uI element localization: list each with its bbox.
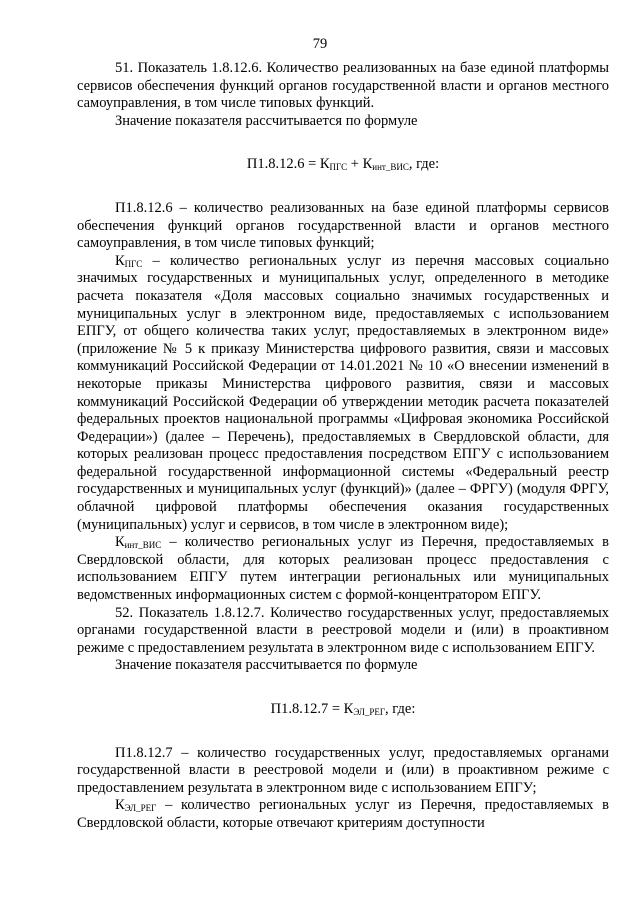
formula-2-sub-el-reg: ЭЛ_РЕГ <box>353 707 386 717</box>
definition-k-int-vis-text: – количество региональных услуг из Перечня, предоставляемых в Свердловской области, для которых реализован процесс предоставления с использованием ЕПГУ путем интеграции региональных или муниципальных ведомственных информационных систем с формой-концентратором ЕПГУ. <box>77 534 609 604</box>
definition-k-el-reg-text: – количество региональных услуг из Перечня, предоставляемых в Свердловской области, которые отвечают критериям доступности <box>77 797 609 831</box>
formula-1-tail: , где: <box>408 156 440 173</box>
formula-2 <box>77 701 609 719</box>
paragraph-indicator-52: 52. Показатель 1.8.12.7. Количество государственных услуг, предоставляемых органами государственной власти в реестровой модели и (или) в проактивном режиме с предоставлением результата в электронном виде с использованием ЕПГУ. <box>77 604 609 656</box>
formula-1 <box>77 156 609 174</box>
spacer <box>77 675 609 701</box>
formula-2-lhs: П1.8.12.7 = К <box>270 701 354 717</box>
symbol-sub-pgs: ПГС <box>124 258 143 269</box>
formula-2-tail: , где: <box>385 701 416 717</box>
definition-k-pgs <box>77 253 609 535</box>
symbol-sub-int-vis: инт_ВИС <box>124 540 162 551</box>
spacer <box>77 719 609 745</box>
formula-1-lhs: П1.8.12.6 = К <box>246 156 330 173</box>
document-body <box>77 60 609 833</box>
symbol-sub-el-reg: ЭЛ_РЕГ <box>124 803 157 814</box>
spacer <box>77 174 609 200</box>
formula-1-sub-pgs: ПГС <box>329 162 348 173</box>
definition-p-1-8-12-7: П1.8.12.7 – количество государственных услуг, предоставляемых органами государственной власти в реестровой модели и (или) в проактивном режиме с предоставлением результата в электронном виде с использованием ЕПГУ; <box>77 744 609 796</box>
formula-intro-1: Значение показателя рассчитывается по формуле <box>115 112 418 129</box>
page-number: 79 <box>312 36 328 52</box>
symbol-k: К <box>115 534 125 551</box>
formula-1-mid: + К <box>347 156 373 173</box>
formula-intro-2: Значение показателя рассчитывается по формуле <box>115 657 418 674</box>
paragraph-indicator-51: 51. Показатель 1.8.12.6. Количество реализованных на базе единой платформы сервисов обеспечения функций органов государственной власти и органов местного самоуправления, в том числе типовых функций. <box>77 60 609 112</box>
formula-1-sub-int: инт_ВИС <box>372 162 409 173</box>
spacer <box>77 130 609 156</box>
definition-k-int-vis <box>77 534 609 604</box>
symbol-k: К <box>115 797 125 814</box>
definition-k-el-reg <box>77 797 609 832</box>
definition-k-pgs-text: – количество региональных услуг из перечня массовых социально значимых государственных и муниципальных услуг, определенного в методике расчета показателя «Доля массовых социально значимых государственных и муниципальных услуг в электронном виде, предоставляемых с использованием ЕПГУ, от общего количества таких услуг, предоставляемых в электронном виде» (приложение № 5 к приказу Министерства цифрового развития, связи и массовых коммуникаций Российской Федерации от 14.01.2021 № 10 «О внесении изменений в некоторые приказы Министерства цифрового развития, связи и массовых коммуникаций Российской Федерации об утверждении методик расчета показателей федеральных проектов национальной программы «Цифровая экономика Российской Федерации») (далее – Перечень), предоставляемых в Свердловской области, для которых реализован процесс предоставления посредством ЕПГУ с использованием федеральной государственной информационной системы «Федеральный реестр государственных и муниципальных услуг (функций)» (далее – ФРГУ) (модуля ФРГУ, облачной цифровой платформы обеспечения оказания государственных (муниципальных) услуг и сервисов, в том числе в электронном виде); <box>77 252 609 533</box>
definition-p-1-8-12-6: П1.8.12.6 – количество реализованных на базе единой платформы сервисов обеспечения функций органов государственной власти и органов местного самоуправления, в том числе типовых функций; <box>77 199 609 252</box>
symbol-k: К <box>115 252 125 269</box>
